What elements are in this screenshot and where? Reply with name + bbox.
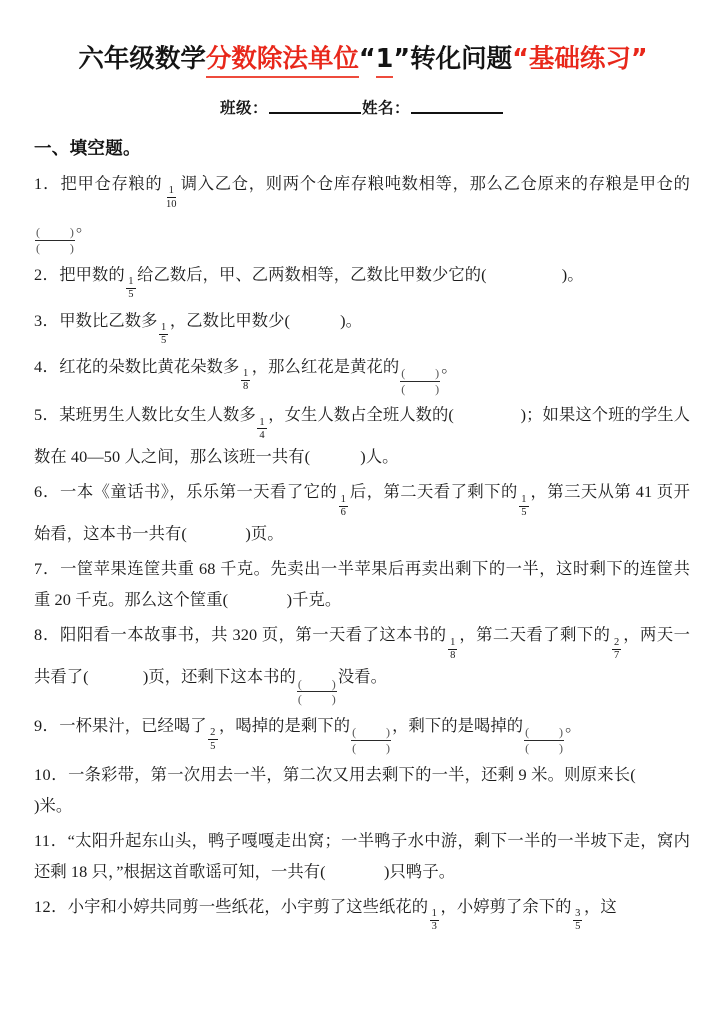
question-text: ，那么红花是黄花的 <box>251 356 400 376</box>
fraction-denominator: 5 <box>521 507 527 519</box>
question-item <box>34 351 690 396</box>
question-number: 7． <box>34 559 61 579</box>
question-text: 把甲数的 <box>59 264 125 284</box>
fraction <box>448 637 457 662</box>
blank-fraction-denominator[interactable]: ( ) <box>525 740 564 755</box>
title-part-6: “基础练习” <box>512 44 648 74</box>
question-number: 2． <box>34 264 60 284</box>
fraction-denominator: 4 <box>259 429 265 441</box>
question-text: 。 <box>76 215 93 235</box>
question-text: “太阳升起东山头，鸭子嘎嘎走出窝；一半鸭子水中游，剩下一半的一半坡下走，窝内还剩 18 只，”根据这首歌谣可知，一共有( <box>34 830 690 881</box>
question-text: 小宇和小婷共同剪一些纸花，小宇剪了这些纸花的 <box>67 896 429 916</box>
answer-blank[interactable] <box>290 305 340 336</box>
answer-blank[interactable] <box>636 759 690 790</box>
fraction <box>159 322 168 347</box>
question-item <box>34 891 690 933</box>
blank-fraction-numerator[interactable]: ( ) <box>352 725 391 740</box>
question-number: 11． <box>34 830 68 850</box>
question-text: )人。 <box>360 447 399 467</box>
fraction <box>257 417 266 442</box>
blank-fraction-denominator[interactable]: ( ) <box>36 240 74 255</box>
answer-blank[interactable] <box>326 856 384 887</box>
fraction <box>573 908 582 933</box>
question-number: 5． <box>34 405 60 425</box>
blank-fraction[interactable] <box>35 226 75 254</box>
question-item <box>34 476 690 549</box>
fraction-numerator: 1 <box>450 636 456 648</box>
question-item <box>34 619 690 706</box>
question-text: 一杯果汁，已经喝了 <box>59 715 207 735</box>
fraction <box>519 494 528 519</box>
fraction-numerator: 1 <box>521 493 527 505</box>
blank-fraction-numerator[interactable]: ( ) <box>297 676 336 691</box>
fraction-numerator: 1 <box>242 368 249 380</box>
question-text: 。 <box>565 715 582 735</box>
answer-blank[interactable] <box>454 399 521 430</box>
question-number: 1． <box>34 173 61 193</box>
question-item <box>34 259 690 301</box>
title-part-2: “ <box>358 44 376 74</box>
question-text: 没看。 <box>337 667 388 687</box>
fraction-numerator: 2 <box>210 727 216 739</box>
question-text: 调入乙仓，则两个仓库存粮吨数相等，那么乙仓原来的存粮是甲仓的 <box>180 173 690 193</box>
question-item <box>34 553 690 615</box>
question-text: 。 <box>441 356 458 376</box>
answer-blank[interactable] <box>310 441 360 472</box>
question-text: )页。 <box>245 524 284 544</box>
section-heading-fill-in-blanks: 一、填空题。 <box>34 138 141 159</box>
name-input-blank[interactable] <box>411 101 503 114</box>
question-item <box>34 710 690 755</box>
question-text: ，小婷剪了余下的 <box>440 896 572 916</box>
question-text: ，第二天看了剩下的 <box>458 625 611 645</box>
question-text: 红花的朵数比黄花朵数多 <box>59 356 240 376</box>
answer-blank[interactable] <box>487 259 562 290</box>
question-item <box>34 305 690 347</box>
question-item <box>34 825 690 887</box>
blank-fraction[interactable] <box>400 367 440 395</box>
student-info-row <box>34 96 690 118</box>
fraction-denominator: 8 <box>450 650 456 662</box>
question-number: 12． <box>34 896 68 916</box>
fraction <box>241 368 250 393</box>
class-label: 班级： <box>219 98 268 117</box>
question-text: ，剩下的是喝掉的 <box>392 715 524 735</box>
fraction-numerator: 3 <box>575 907 581 919</box>
question-text: 把甲仓存粮的 <box>60 173 163 193</box>
title-part-3: 1 <box>376 44 394 78</box>
question-list <box>34 168 690 933</box>
question-text: ，喝掉的是剩下的 <box>219 715 351 735</box>
fraction-numerator: 1 <box>128 275 134 287</box>
fraction <box>126 276 135 301</box>
question-text: 甲数比乙数多 <box>59 310 158 330</box>
question-item <box>34 759 690 821</box>
question-text: )千克。 <box>286 590 342 610</box>
fraction-numerator: 1 <box>161 321 167 333</box>
question-text: 一条彩带，第一次用去一半，第二次又用去剩下的一半，还剩 9 米。则原来长( <box>68 764 636 784</box>
fraction-denominator: 5 <box>575 921 581 933</box>
question-text: 某班男生人数比女生人数多 <box>59 405 256 425</box>
fraction-denominator: 5 <box>128 289 134 301</box>
blank-fraction-denominator[interactable]: ( ) <box>401 381 440 396</box>
fraction <box>430 908 439 933</box>
question-text: )页，还剩下这本书的 <box>142 667 296 687</box>
question-number: 10． <box>34 764 69 784</box>
question-text: 一本《童话书》，乐乐第一天看了它的 <box>60 482 338 502</box>
blank-fraction[interactable] <box>351 726 391 754</box>
blank-fraction[interactable] <box>297 678 337 706</box>
class-input-blank[interactable] <box>269 101 361 114</box>
blank-fraction[interactable] <box>524 726 564 754</box>
fraction <box>339 494 348 519</box>
fraction-denominator: 5 <box>161 335 167 347</box>
question-number: 6． <box>34 482 61 502</box>
fraction-denominator: 10 <box>165 198 177 210</box>
question-text: 一筐苹果连筐共重 68 千克。先卖出一半苹果后再卖出剩下的一半，这时剩下的连筐共重 20 千克。那么这个筐重( <box>34 559 690 610</box>
fraction-denominator: 5 <box>210 740 216 752</box>
question-text: )米。 <box>34 795 73 815</box>
blank-fraction-denominator[interactable]: ( ) <box>352 740 391 755</box>
question-number: 4． <box>34 356 60 376</box>
blank-fraction-numerator[interactable]: ( ) <box>525 725 564 740</box>
title-part-0: 六年级数学 <box>78 44 206 74</box>
question-number: 3． <box>34 310 60 330</box>
question-text: ，女生人数占全班人数的( <box>268 405 454 425</box>
title-part-4: ” <box>393 44 411 74</box>
fraction-denominator: 7 <box>613 650 620 662</box>
fraction <box>208 727 217 752</box>
fraction-numerator: 1 <box>259 416 265 428</box>
question-text: )。 <box>340 310 363 330</box>
question-item <box>34 399 690 472</box>
answer-blank[interactable] <box>89 661 143 692</box>
question-text: )只鸭子。 <box>384 861 456 881</box>
fraction <box>612 637 621 662</box>
fraction-numerator: 1 <box>168 185 174 197</box>
question-text: )；如果这个班的学生人数在 40—50 人之间，那么该班一共有( <box>34 405 690 467</box>
name-label: 姓名： <box>362 98 411 117</box>
question-item <box>34 168 690 255</box>
question-text: ，乙数比甲数少( <box>169 310 291 330</box>
question-number: 8． <box>34 625 61 645</box>
question-text: ，两天一共看了( <box>34 625 690 687</box>
fraction-numerator: 1 <box>431 907 438 919</box>
fraction <box>164 185 179 210</box>
fraction-numerator: 1 <box>340 493 347 505</box>
fraction-denominator: 8 <box>242 381 249 393</box>
question-text: )。 <box>561 264 584 284</box>
answer-blank[interactable] <box>228 584 286 615</box>
fraction-denominator: 3 <box>431 921 438 933</box>
question-text: 给乙数后，甲、乙两数相等，乙数比甲数少它的( <box>137 264 487 284</box>
question-text: ，第三天从第 41 页开始看，这本书一共有( <box>34 482 690 544</box>
title-part-5: 转化问题 <box>410 44 513 74</box>
blank-fraction-numerator[interactable]: ( ) <box>36 225 74 240</box>
question-text: ，这 <box>583 896 617 916</box>
page-title <box>34 44 690 76</box>
question-number: 9． <box>34 715 60 735</box>
fraction-numerator: 2 <box>613 636 620 648</box>
fraction-denominator: 6 <box>340 507 347 519</box>
question-text: 后，第二天看了剩下的 <box>349 482 518 502</box>
answer-blank[interactable] <box>187 518 245 549</box>
blank-fraction-numerator[interactable]: ( ) <box>401 366 440 381</box>
blank-fraction-denominator[interactable]: ( ) <box>297 692 336 707</box>
question-text: 阳阳看一本故事书，共 320 页，第一天看了这本书的 <box>60 625 447 645</box>
title-part-1: 分数除法单位 <box>206 44 359 78</box>
